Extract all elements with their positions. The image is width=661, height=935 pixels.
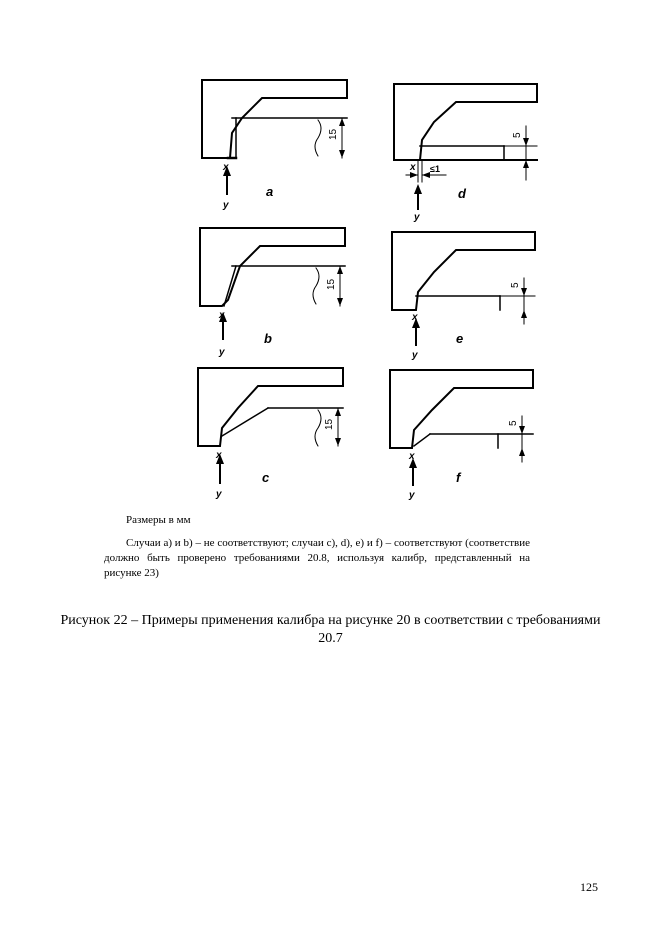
panel-a-x-label: x [223,162,229,173]
panel-c [198,368,343,446]
panel-a-letter: a [266,184,274,199]
panel-b-x-label: x [219,310,225,321]
panel-d-gap-label: ≤1 [430,164,440,174]
panel-a-y-label: y [223,200,229,211]
panel-d-letter: d [458,186,466,201]
page-number: 125 [580,880,598,894]
panel-b-y-label: y [219,347,225,358]
panel-b-dimension: 15 [326,278,337,290]
panel-d-dimension: 5 [512,132,523,138]
panel-f-letter: f [456,470,461,485]
panel-f-dimension: 5 [508,420,519,426]
panel-b [200,228,345,306]
panel-b-letter: b [264,331,272,346]
panel-f-y-label: y [409,490,415,501]
panel-f [390,370,533,448]
panel-c-dimension: 15 [324,418,335,430]
panel-e-dimension: 5 [510,282,521,288]
panel-f-x-label: x [409,451,415,462]
panel-e-letter: e [456,331,464,346]
panel-a-dimension: 15 [328,128,339,140]
panel-e [392,232,535,310]
panel-c-y-label: y [216,489,222,500]
figure-caption: Рисунок 22 – Примеры применения калибра на рисунке 20 в соответствии с требованиями 20.7 [60,613,601,646]
cases-note: Случаи a) и b) – не соответствуют; случаи c), d), e) и f) – соответствуют (соответствие должно быть проверено требованиями 20.8, используя калибр, представленный на рисунке 23) [104,537,530,579]
panel-d-x-label: x [410,162,416,173]
panel-a [202,80,347,158]
units-note: Размеры в мм [126,514,191,526]
panel-d-y-label: y [414,212,420,223]
panel-c-x-label: x [216,450,222,461]
panel-e-x-label: x [412,312,418,323]
panel-c-letter: c [262,470,270,485]
panel-e-y-label: y [412,350,418,361]
